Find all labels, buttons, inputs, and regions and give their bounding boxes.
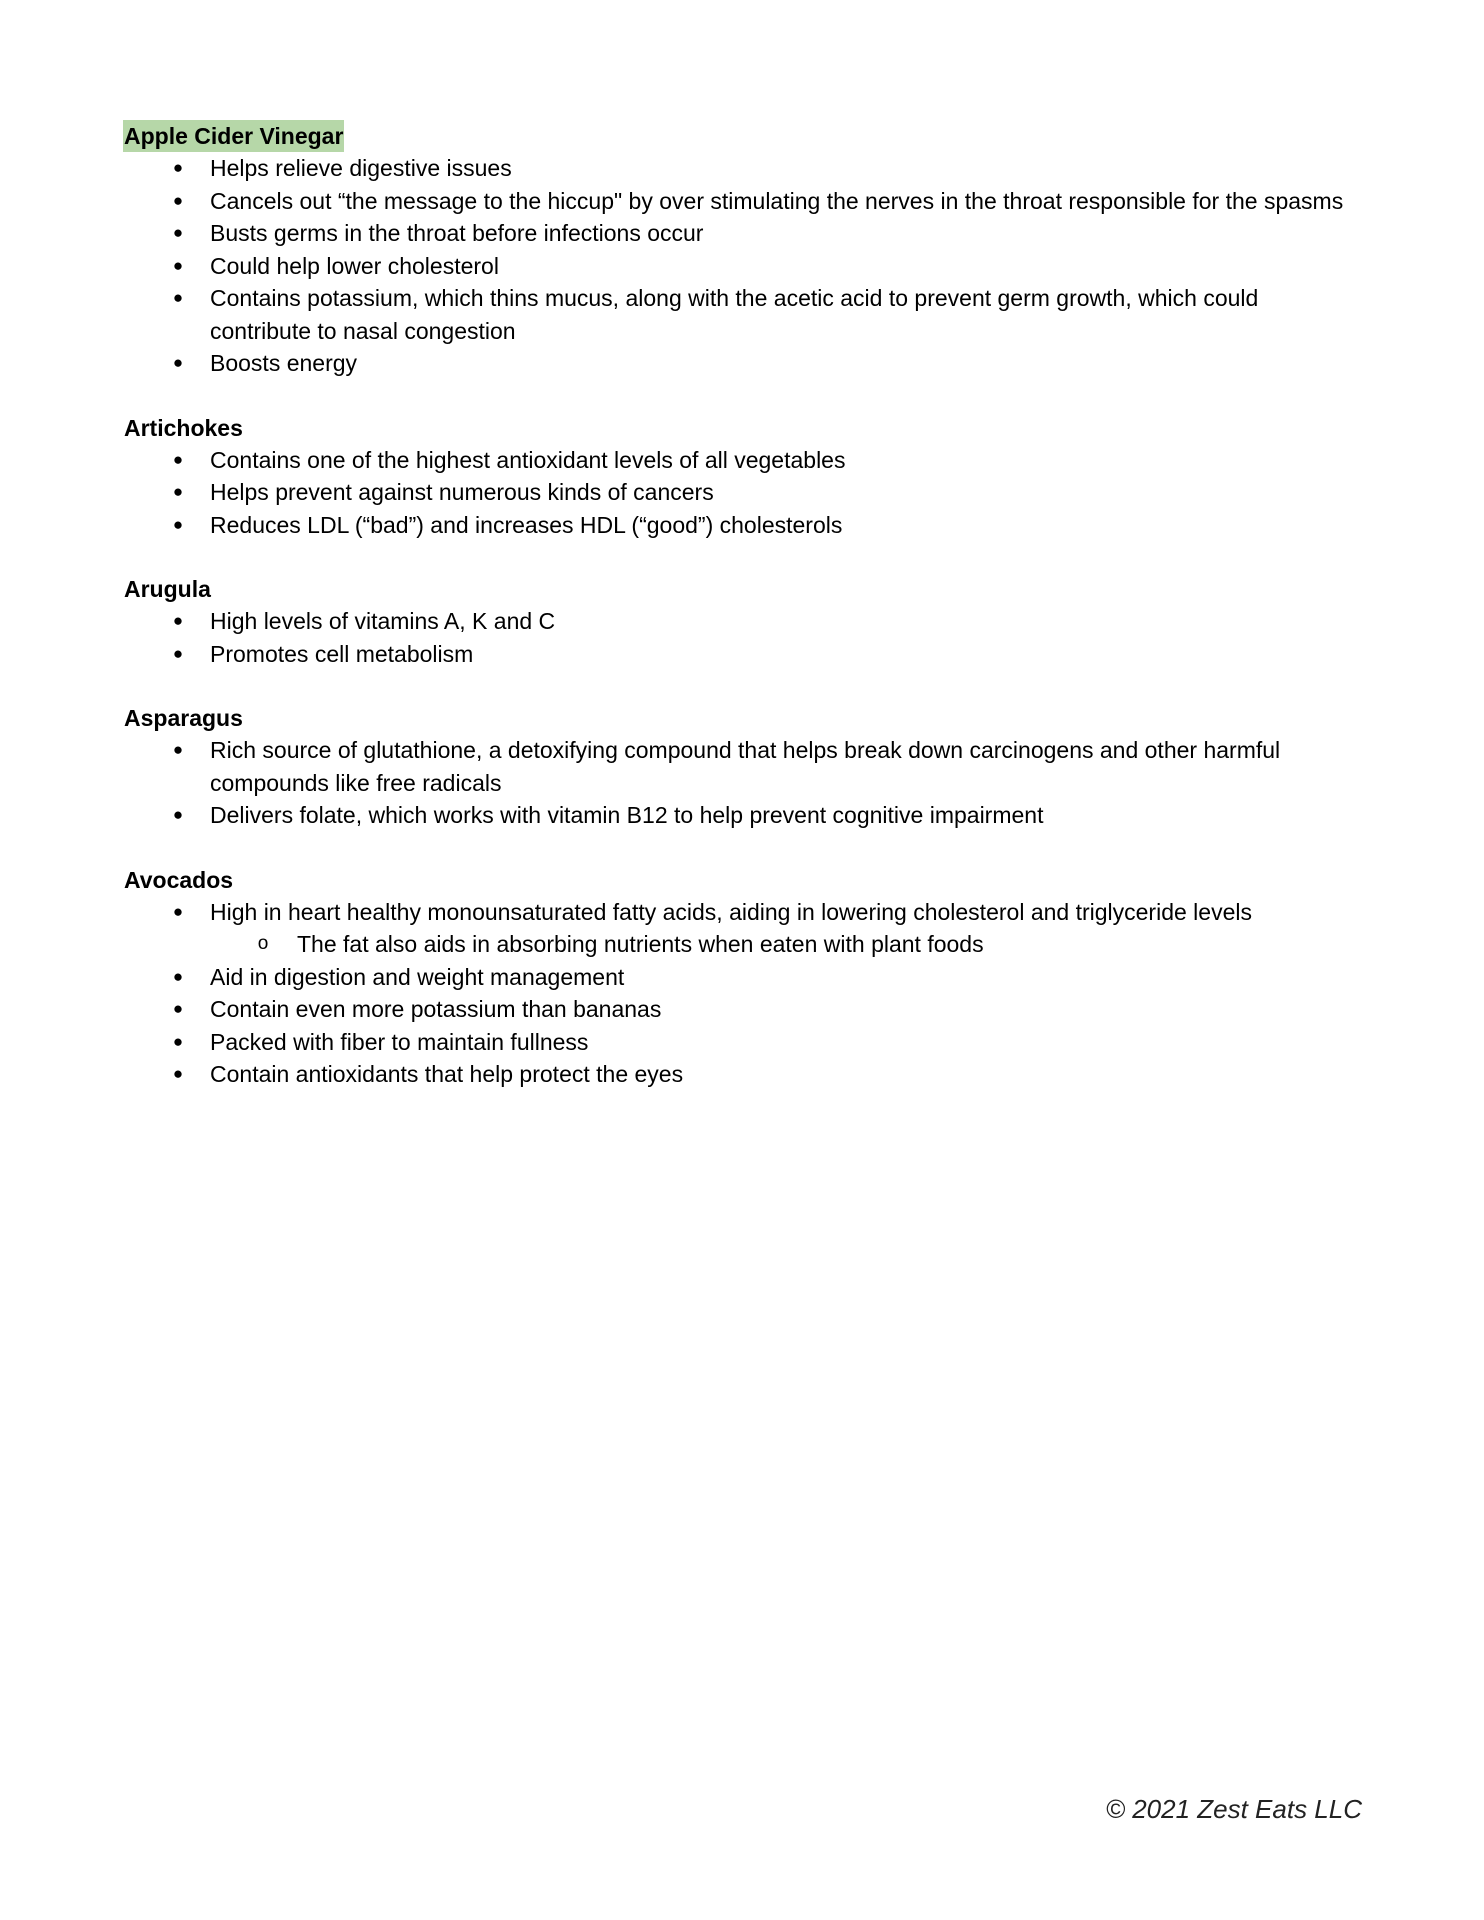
list-item-text: High levels of vitamins A, K and C (210, 608, 556, 634)
list-item-text: Promotes cell metabolism (210, 640, 474, 667)
list-item (123, 961, 1363, 994)
list-item-text: Helps relieve digestive issues (210, 155, 512, 181)
list-item (123, 1026, 1363, 1059)
list-item (123, 605, 1363, 638)
list-item (123, 638, 1363, 671)
list-item (123, 993, 1363, 1026)
list-item-text: Contains one of the highest antioxidant levels of all vegetables (210, 446, 846, 473)
bullet-list (123, 152, 1363, 380)
sub-bullet-icon: o (257, 933, 269, 954)
bullet-list (123, 605, 1363, 670)
list-item (123, 347, 1363, 380)
bullet-icon: ● (172, 966, 184, 986)
bullet-icon: ● (172, 611, 184, 630)
bullet-icon: ● (172, 901, 184, 921)
bullet-icon: ● (172, 805, 184, 824)
bullet-icon: ● (172, 514, 184, 534)
list-item-text: High in heart healthy monounsaturated fatty acids, aiding in lowering cholesterol and triglyceride levels (210, 898, 1252, 925)
list-item (123, 1058, 1363, 1091)
document-content (123, 120, 1363, 1123)
list-item (123, 734, 1363, 799)
section-title: Avocados (124, 866, 234, 893)
list-item-text: Boosts energy (210, 350, 358, 376)
bullet-list (123, 896, 1363, 1091)
list-item-text: Cancels out “the message to the hiccup" by over stimulating the nerves in the throat responsible for the spasms (210, 187, 1344, 214)
list-item-text: Contain antioxidants that help protect the eyes (210, 1061, 684, 1087)
section-avocados (123, 864, 1363, 1091)
list-item (123, 185, 1363, 218)
list-item (123, 896, 1363, 961)
section-arugula (123, 573, 1363, 670)
list-item (123, 476, 1363, 509)
section-artichokes (123, 412, 1363, 542)
bullet-icon: ● (172, 482, 184, 501)
bullet-icon: ● (172, 158, 184, 177)
bullet-icon: ● (172, 353, 184, 372)
sub-bullet-list (210, 928, 1363, 961)
bullet-icon: ● (172, 449, 184, 469)
section-apple-cider-vinegar (123, 120, 1363, 380)
list-item-text: Contains potassium, which thins mucus, along with the acetic acid to prevent germ growth, which could contribute to nasal congestion (210, 285, 1259, 344)
section-title: Apple Cider Vinegar (123, 120, 344, 152)
list-item-text: Delivers folate, which works with vitamin B12 to help prevent cognitive impairment (210, 802, 1044, 828)
sub-list-item-text: The fat also aids in absorbing nutrients when eaten with plant foods (297, 931, 984, 957)
bullet-list (123, 734, 1363, 832)
list-item (123, 509, 1363, 542)
bullet-icon: ● (172, 190, 184, 210)
section-title: Asparagus (124, 705, 243, 731)
sub-list-item (210, 928, 1363, 961)
list-item-text: Busts germs in the throat before infections occur (210, 220, 704, 246)
bullet-icon: ● (172, 1031, 184, 1051)
bullet-icon: ● (172, 288, 184, 307)
list-item-text: Contain even more potassium than bananas (210, 996, 662, 1022)
bullet-icon: ● (172, 999, 184, 1018)
list-item (123, 282, 1363, 347)
bullet-icon: ● (172, 1064, 184, 1083)
bullet-icon: ● (172, 643, 184, 663)
list-item-text: Reduces LDL (“bad”) and increases HDL (“good”) cholesterols (210, 511, 843, 538)
list-item-text: Aid in digestion and weight management (210, 963, 625, 990)
bullet-icon: ● (172, 255, 184, 275)
bullet-list (123, 444, 1363, 542)
list-item-text: Could help lower cholesterol (210, 252, 499, 279)
section-title: Artichokes (124, 414, 243, 441)
bullet-icon: ● (172, 740, 184, 759)
copyright-footer: © 2021 Zest Eats LLC (1105, 1794, 1362, 1824)
bullet-icon: ● (172, 223, 184, 242)
list-item (123, 152, 1363, 185)
list-item (123, 799, 1363, 832)
section-asparagus (123, 702, 1363, 832)
list-item-text: Helps prevent against numerous kinds of cancers (210, 479, 714, 505)
list-item-text: Packed with fiber to maintain fullness (210, 1028, 589, 1055)
list-item (123, 444, 1363, 477)
list-item-text: Rich source of glutathione, a detoxifying compound that helps break down carcinogens and other harmful compounds like free radicals (210, 737, 1281, 796)
list-item (123, 217, 1363, 250)
section-title: Arugula (124, 576, 211, 602)
list-item (123, 250, 1363, 283)
